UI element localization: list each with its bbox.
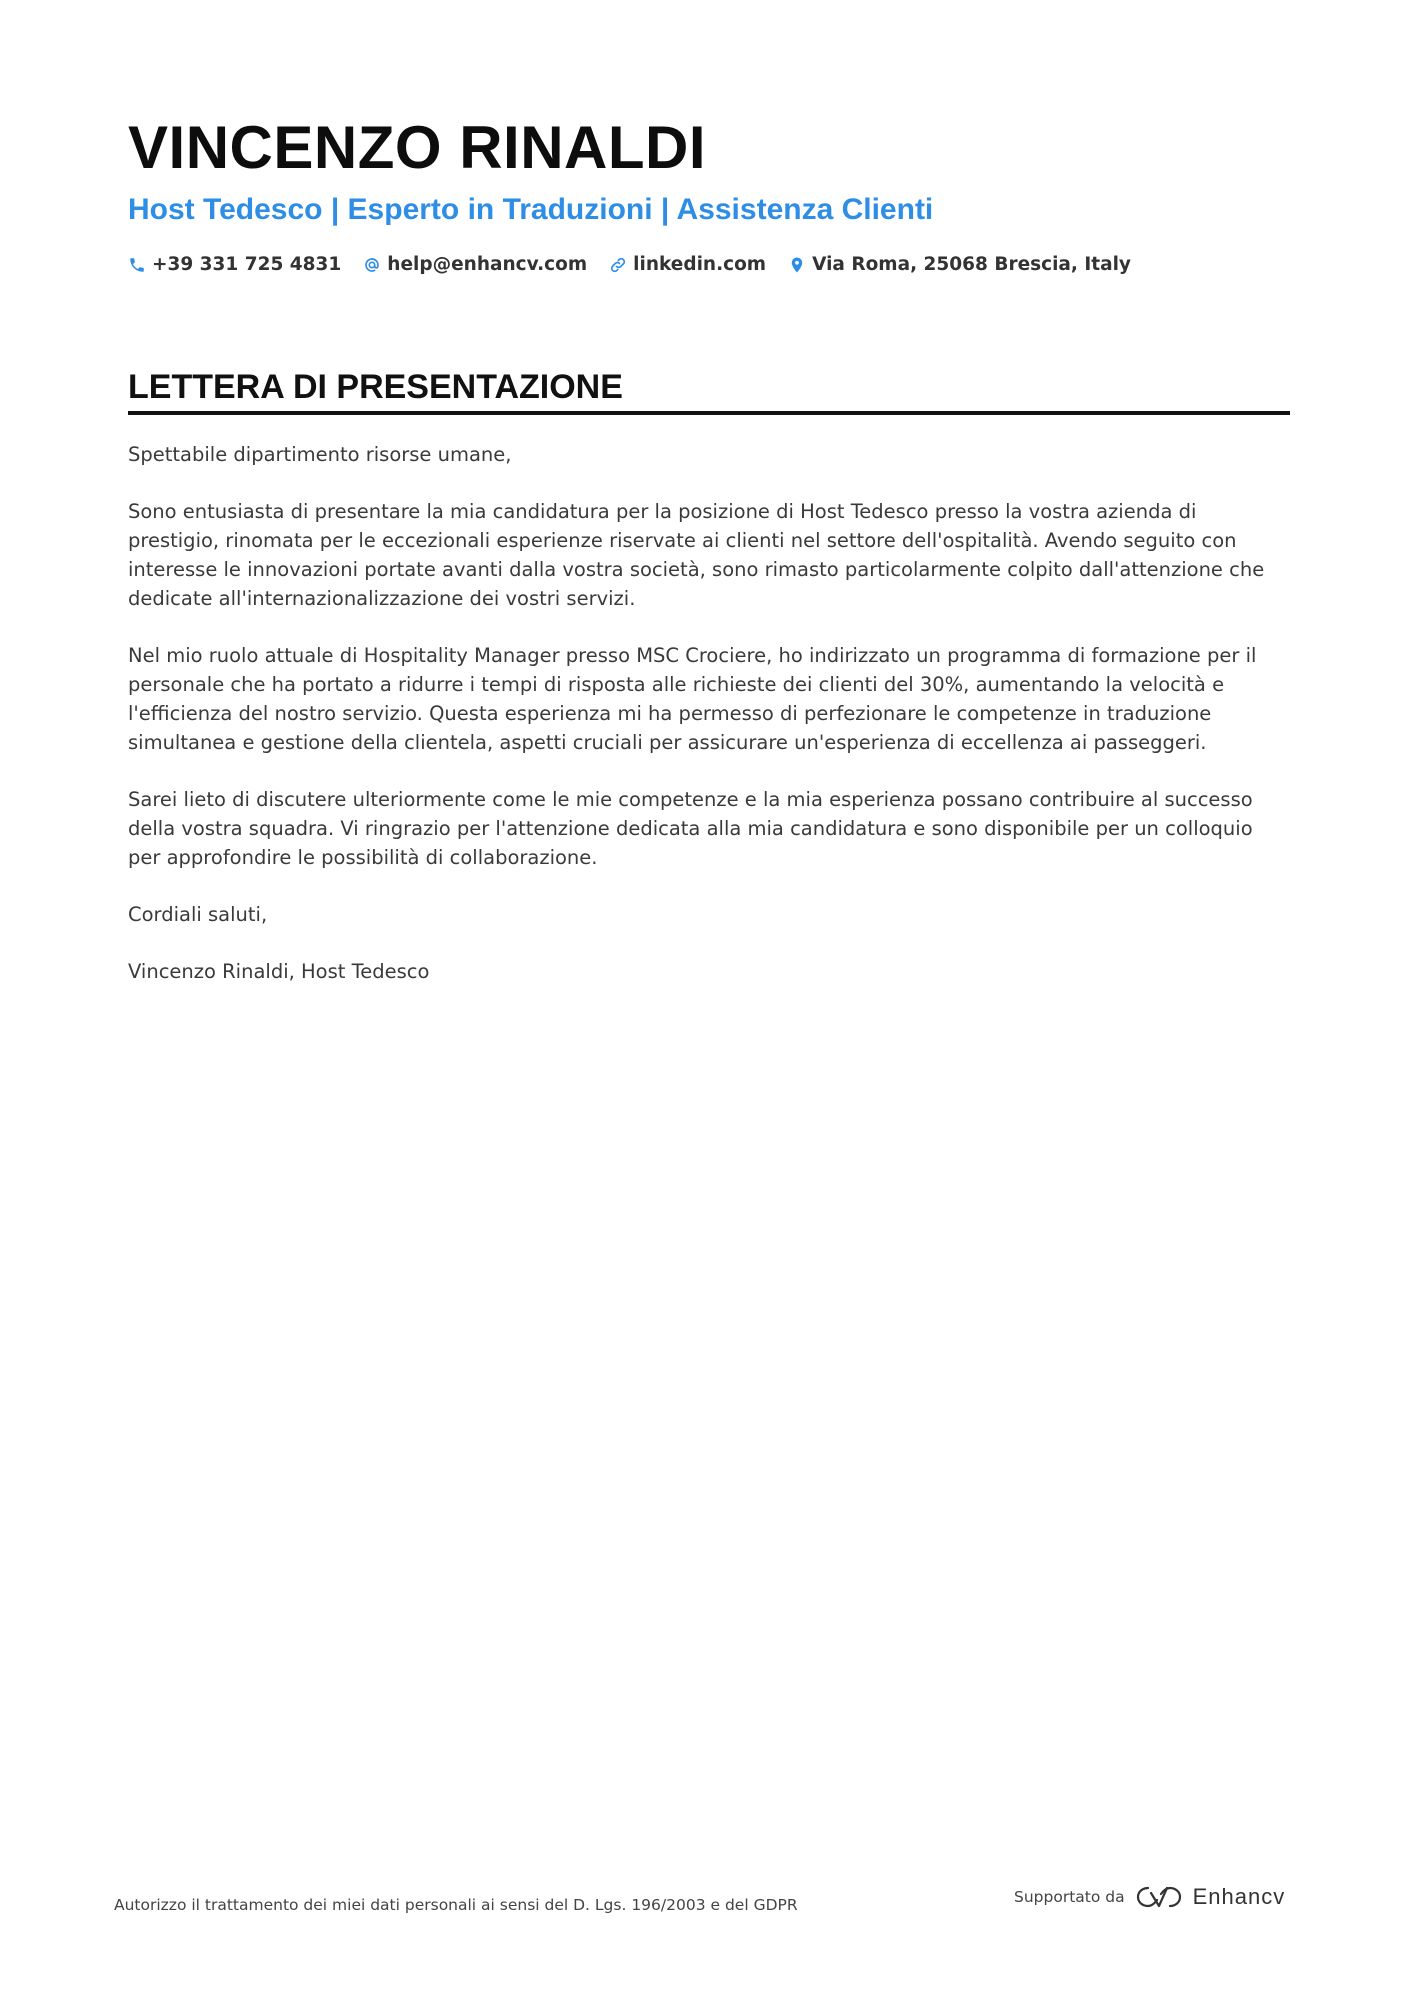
location-pin-icon (788, 256, 806, 274)
job-title: Host Tedesco | Esperto in Traduzioni | Assistenza Clienti (128, 193, 934, 226)
contact-linkedin (609, 254, 766, 275)
privacy-consent: Autorizzo il trattamento dei miei dati personali ai sensi del D. Lgs. 196/2003 e del GDPR (114, 1896, 798, 1914)
link-icon (609, 256, 627, 274)
letter-paragraph: Nel mio ruolo attuale di Hospitality Manager presso MSC Crociere, ho indirizzato un programma di formazione per il personale che ha portato a ridurre i tempi di risposta alle richieste dei clienti del 30%, aumentando la velocità e l'efficienza del nostro servizio. Questa esperienza mi ha permesso di perfezionare le competenze in traduzione simultanea e gestione della clientela, aspetti cruciali per assicurare un'esperienza di eccellenza ai passeggeri. (128, 644, 1257, 754)
letter-signature: Vincenzo Rinaldi, Host Tedesco (128, 960, 430, 983)
candidate-name: VINCENZO RINALDI (128, 114, 706, 181)
address: Via Roma, 25068 Brescia, Italy (812, 254, 1131, 275)
letter-closing: Cordiali saluti, (128, 903, 268, 926)
section-title: LETTERA DI PRESENTAZIONE (128, 368, 623, 406)
letter-greeting: Spettabile dipartimento risorse umane, (128, 443, 512, 466)
contact-address (788, 254, 1131, 275)
enhancv-brand[interactable]: Enhancv (1192, 1884, 1286, 1909)
email-address[interactable]: help@enhancv.com (387, 254, 588, 275)
contact-email (363, 254, 587, 275)
phone-icon (128, 256, 146, 274)
linkedin-link[interactable]: linkedin.com (633, 254, 767, 275)
letter-paragraph: Sarei lieto di discutere ulteriormente come le mie competenze e la mia esperienza possano contribuire al successo della vostra squadra. Vi ringrazio per l'attenzione dedicata alla mia candidatura e sono disponibile per un colloquio per approfondire le possibilità di collaborazione. (128, 788, 1253, 869)
powered-by-label: Supportato da (1014, 1888, 1125, 1906)
contact-phone (128, 254, 341, 275)
powered-by (1014, 1884, 1285, 1910)
contact-bar (128, 254, 1131, 275)
letter-body (128, 440, 1290, 1014)
section-divider (128, 411, 1290, 415)
letter-paragraph: Sono entusiasta di presentare la mia candidatura per la posizione di Host Tedesco presso la vostra azienda di prestigio, rinomata per le eccezionali esperienze riservate ai clienti nel settore dell'ospitalità. Avendo seguito con interesse le innovazioni portate avanti dalla vostra società, sono rimasto particolarmente colpito dall'attenzione che dedicate all'internazionalizzazione dei vostri servizi. (128, 500, 1265, 610)
enhancv-logo-icon (1135, 1884, 1183, 1910)
at-icon (363, 256, 381, 274)
phone-number[interactable]: +39 331 725 4831 (152, 254, 342, 275)
